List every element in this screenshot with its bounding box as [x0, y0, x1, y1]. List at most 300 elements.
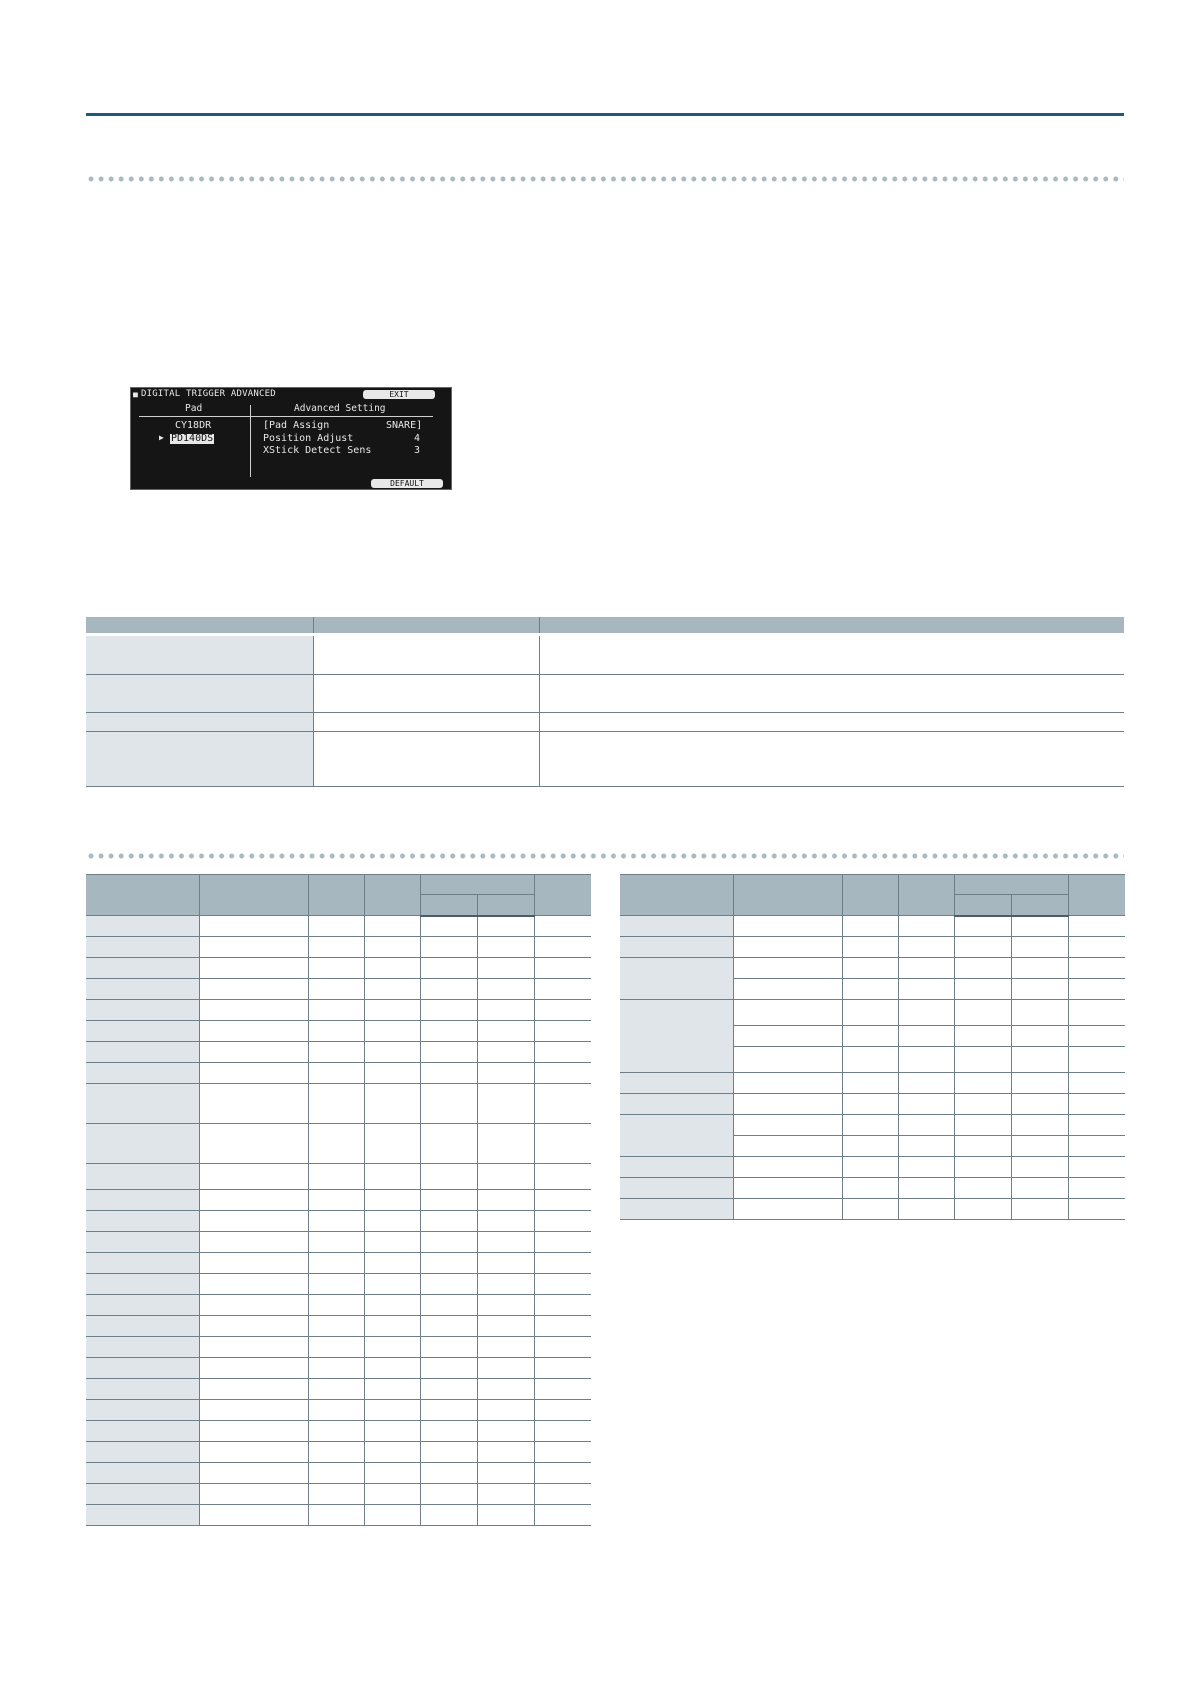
table-cell	[954, 1136, 1011, 1157]
table-cell	[364, 1295, 420, 1316]
row-header-cell	[620, 1115, 733, 1157]
lcd-setting-value[interactable]: SNARE]	[386, 420, 423, 431]
table-cell	[420, 1211, 477, 1232]
lcd-cursor-icon: ▶	[159, 433, 164, 442]
table-cell	[420, 1253, 477, 1274]
table-cell	[954, 1047, 1011, 1073]
table-cell	[1068, 937, 1125, 958]
table-cell	[477, 1042, 534, 1063]
row-header-cell	[620, 1157, 733, 1178]
table-cell	[308, 1000, 364, 1021]
table-cell	[420, 1063, 477, 1084]
table-row	[86, 1442, 591, 1463]
table-cell	[898, 916, 954, 937]
table-cell	[1068, 1026, 1125, 1047]
table-cell	[420, 1274, 477, 1295]
table-cell	[477, 1379, 534, 1400]
pad-table-left	[86, 874, 591, 1526]
table-cell	[199, 1211, 308, 1232]
default-button[interactable]: DEFAULT	[371, 479, 443, 488]
table-cell	[898, 1199, 954, 1220]
table-cell	[199, 1084, 308, 1124]
table-cell	[477, 1232, 534, 1253]
table-cell	[1068, 1000, 1125, 1026]
table-cell	[308, 1505, 364, 1526]
row-header-cell	[86, 1295, 199, 1316]
table-cell	[308, 916, 364, 937]
table-cell	[477, 1164, 534, 1190]
table-cell	[199, 1463, 308, 1484]
table-row	[86, 1042, 591, 1063]
table-cell	[364, 1084, 420, 1124]
table-cell	[842, 1178, 898, 1199]
table-row	[620, 958, 1125, 979]
table-cell	[534, 1358, 591, 1379]
table-cell	[477, 958, 534, 979]
table-cell	[477, 1021, 534, 1042]
table-cell	[954, 1115, 1011, 1136]
row-header-cell	[86, 1379, 199, 1400]
table-cell	[1011, 1094, 1068, 1115]
table-cell	[477, 1063, 534, 1084]
table-row	[86, 1379, 591, 1400]
table-cell	[898, 979, 954, 1000]
table-cell	[308, 1190, 364, 1211]
lcd-setting-label: XStick Detect Sens	[263, 445, 372, 456]
table-row	[86, 1000, 591, 1021]
table-row	[86, 1232, 591, 1253]
table-cell	[477, 1463, 534, 1484]
table-cell	[199, 1042, 308, 1063]
row-header-cell	[86, 1442, 199, 1463]
table-cell	[308, 1274, 364, 1295]
table-cell	[199, 1253, 308, 1274]
table-cell	[842, 958, 898, 979]
table-row	[86, 1063, 591, 1084]
table-cell	[420, 1316, 477, 1337]
table-cell	[420, 979, 477, 1000]
table-cell	[534, 1316, 591, 1337]
lcd-header-line	[139, 416, 433, 417]
table-cell	[199, 1358, 308, 1379]
table-cell	[954, 1178, 1011, 1199]
pad-table-right	[620, 874, 1125, 1220]
table-row	[86, 1463, 591, 1484]
table-cell	[733, 1199, 842, 1220]
table-cell	[420, 1463, 477, 1484]
row-header-cell	[86, 1000, 199, 1021]
lcd-col-pad: Pad	[185, 403, 203, 414]
table-cell	[308, 1042, 364, 1063]
table-cell	[364, 1358, 420, 1379]
row-header-cell	[86, 1211, 199, 1232]
table-row	[86, 1358, 591, 1379]
table-cell	[898, 1026, 954, 1047]
table-cell	[534, 1505, 591, 1526]
table-cell	[842, 1073, 898, 1094]
table-cell	[364, 1042, 420, 1063]
table-row	[86, 1505, 591, 1526]
table-cell	[308, 1253, 364, 1274]
table-cell	[477, 916, 534, 937]
table-cell	[420, 1505, 477, 1526]
row-header-cell	[86, 1164, 199, 1190]
table-row	[86, 1421, 591, 1442]
table-cell	[477, 1211, 534, 1232]
table-cell	[477, 1295, 534, 1316]
table-cell	[199, 1379, 308, 1400]
table-cell	[842, 937, 898, 958]
table-cell	[420, 1379, 477, 1400]
table-row	[620, 1199, 1125, 1220]
table-cell	[308, 1316, 364, 1337]
table-cell	[898, 937, 954, 958]
exit-button[interactable]: EXIT	[363, 390, 435, 399]
table-cell	[733, 958, 842, 979]
table-cell	[1011, 1073, 1068, 1094]
table-cell	[308, 1084, 364, 1124]
table-cell	[733, 1026, 842, 1047]
row-header-cell	[86, 916, 199, 937]
table-row	[86, 731, 1124, 786]
table-row	[86, 1253, 591, 1274]
table-row	[620, 1094, 1125, 1115]
table-cell	[420, 1164, 477, 1190]
table-row	[86, 1084, 591, 1124]
table-cell	[199, 1164, 308, 1190]
table-row	[86, 1124, 591, 1164]
table-cell	[898, 1073, 954, 1094]
table-cell	[420, 1421, 477, 1442]
table-cell	[477, 1253, 534, 1274]
table-row	[86, 1274, 591, 1295]
table-cell	[199, 1484, 308, 1505]
row-header-cell	[620, 1073, 733, 1094]
table-header-row	[620, 875, 1125, 895]
table-cell	[534, 1124, 591, 1164]
table-row	[86, 712, 1124, 731]
table-cell	[842, 1026, 898, 1047]
lcd-setting-label: Position Adjust	[263, 433, 354, 444]
table-cell	[534, 1063, 591, 1084]
table-cell	[364, 1164, 420, 1190]
table-cell	[364, 1253, 420, 1274]
table-cell	[733, 1115, 842, 1136]
table-cell	[534, 1379, 591, 1400]
table-cell	[954, 1073, 1011, 1094]
table-cell	[364, 1442, 420, 1463]
table-cell	[534, 1400, 591, 1421]
row-header-cell	[86, 1421, 199, 1442]
table-cell	[420, 1442, 477, 1463]
row-header-cell	[86, 1400, 199, 1421]
row-header-cell	[86, 1232, 199, 1253]
table-cell	[954, 1157, 1011, 1178]
table-cell	[1068, 1094, 1125, 1115]
table-cell	[898, 1178, 954, 1199]
table-cell	[534, 916, 591, 937]
table-cell	[1011, 1047, 1068, 1073]
table-cell	[477, 1484, 534, 1505]
table-cell	[420, 1124, 477, 1164]
table-cell	[420, 1484, 477, 1505]
table-row	[86, 1211, 591, 1232]
table-cell	[308, 1021, 364, 1042]
row-header-cell	[86, 1084, 199, 1124]
table-cell	[308, 1358, 364, 1379]
table-cell	[898, 1157, 954, 1178]
table-cell	[364, 937, 420, 958]
table-cell	[477, 1505, 534, 1526]
table-cell	[477, 1124, 534, 1164]
table-cell	[534, 1337, 591, 1358]
table-cell	[308, 937, 364, 958]
table-row	[86, 636, 1124, 674]
table-cell	[1011, 958, 1068, 979]
table-cell	[199, 1421, 308, 1442]
table-cell	[420, 1021, 477, 1042]
table-cell	[842, 1136, 898, 1157]
table-cell	[364, 1505, 420, 1526]
table-cell	[477, 1442, 534, 1463]
row-header-cell	[620, 937, 733, 958]
table-cell	[898, 1000, 954, 1026]
table-cell	[420, 1337, 477, 1358]
table-cell	[534, 1232, 591, 1253]
table-cell	[954, 1199, 1011, 1220]
row-header-cell	[86, 1021, 199, 1042]
row-header-cell	[86, 1505, 199, 1526]
table-cell	[477, 979, 534, 1000]
table-cell	[1068, 1136, 1125, 1157]
table-cell	[364, 979, 420, 1000]
table-cell	[420, 1400, 477, 1421]
table-cell	[199, 1442, 308, 1463]
table-cell	[954, 937, 1011, 958]
row-header-cell	[620, 1094, 733, 1115]
table-cell	[199, 1505, 308, 1526]
table-cell	[534, 1484, 591, 1505]
table-cell	[1011, 1136, 1068, 1157]
row-header-cell	[620, 916, 733, 937]
row-header-cell	[86, 1190, 199, 1211]
table-cell	[842, 1115, 898, 1136]
table-cell	[477, 1358, 534, 1379]
table-cell	[534, 1084, 591, 1124]
table-cell	[1068, 958, 1125, 979]
table-cell	[534, 1190, 591, 1211]
table-cell	[199, 1063, 308, 1084]
table-cell	[199, 1400, 308, 1421]
table-cell	[364, 1063, 420, 1084]
parameter-table	[86, 617, 1124, 787]
table-cell	[954, 979, 1011, 1000]
lcd-setting-label: [Pad Assign	[263, 420, 330, 431]
table-cell	[842, 1047, 898, 1073]
table-header-row	[86, 875, 591, 895]
table-cell	[308, 1232, 364, 1253]
table-cell	[1068, 1047, 1125, 1073]
table-cell	[534, 979, 591, 1000]
table-cell	[1011, 1199, 1068, 1220]
table-cell	[199, 1232, 308, 1253]
table-cell	[364, 1400, 420, 1421]
lcd-setting-value[interactable]: 3	[414, 445, 421, 456]
table-cell	[898, 1047, 954, 1073]
table-cell	[534, 1253, 591, 1274]
table-cell	[733, 979, 842, 1000]
table-cell	[534, 1442, 591, 1463]
lcd-col-advanced: Advanced Setting	[294, 403, 386, 414]
table-cell	[364, 916, 420, 937]
table-cell	[534, 1000, 591, 1021]
table-cell	[420, 937, 477, 958]
table-cell	[842, 979, 898, 1000]
table-cell	[364, 958, 420, 979]
table-cell	[364, 1484, 420, 1505]
table-cell	[420, 1000, 477, 1021]
table-cell	[364, 1274, 420, 1295]
section-divider-2	[86, 853, 1124, 859]
table-cell	[534, 1042, 591, 1063]
table-cell	[1068, 979, 1125, 1000]
table-cell	[534, 1274, 591, 1295]
table-cell	[534, 1295, 591, 1316]
table-cell	[477, 1274, 534, 1295]
row-header-cell	[86, 1124, 199, 1164]
table-row	[86, 1337, 591, 1358]
table-cell	[477, 937, 534, 958]
lcd-divider	[250, 405, 251, 477]
table-cell	[364, 1232, 420, 1253]
row-header-cell	[86, 958, 199, 979]
table-cell	[534, 1421, 591, 1442]
row-header-cell	[86, 1253, 199, 1274]
table-cell	[733, 1178, 842, 1199]
table-cell	[364, 1211, 420, 1232]
table-cell	[477, 1000, 534, 1021]
table-cell	[534, 1463, 591, 1484]
table-cell	[308, 1164, 364, 1190]
table-row	[86, 1190, 591, 1211]
table-cell	[364, 1463, 420, 1484]
table-cell	[308, 1337, 364, 1358]
table-row	[620, 916, 1125, 937]
table-cell	[1011, 1026, 1068, 1047]
table-cell	[842, 1199, 898, 1220]
table-cell	[842, 1000, 898, 1026]
table-cell	[898, 1136, 954, 1157]
table-cell	[199, 1021, 308, 1042]
table-cell	[308, 979, 364, 1000]
table-cell	[1068, 1073, 1125, 1094]
table-cell	[733, 1157, 842, 1178]
lcd-title: DIGITAL TRIGGER ADVANCED	[141, 389, 276, 399]
row-header-cell	[86, 979, 199, 1000]
row-header-cell	[620, 958, 733, 1000]
section-divider-1	[86, 176, 1124, 182]
table-row	[86, 1316, 591, 1337]
table-cell	[364, 1337, 420, 1358]
row-header-cell	[86, 1316, 199, 1337]
table-cell	[364, 1379, 420, 1400]
table-cell	[364, 1421, 420, 1442]
table-row	[620, 937, 1125, 958]
table-cell	[534, 1021, 591, 1042]
table-cell	[420, 916, 477, 937]
lcd-mark-icon: ■	[133, 390, 138, 399]
table-cell	[364, 1124, 420, 1164]
table-cell	[308, 958, 364, 979]
table-cell	[308, 1484, 364, 1505]
table-cell	[1011, 937, 1068, 958]
table-cell	[308, 1463, 364, 1484]
table-cell	[733, 1000, 842, 1026]
row-header-cell	[86, 1463, 199, 1484]
table-cell	[364, 1021, 420, 1042]
table-cell	[199, 1274, 308, 1295]
table-header-row	[86, 617, 1124, 633]
table-cell	[199, 937, 308, 958]
table-cell	[1068, 1199, 1125, 1220]
table-cell	[534, 958, 591, 979]
table-cell	[364, 1316, 420, 1337]
lcd-setting-value[interactable]: 4	[414, 433, 421, 444]
table-cell	[954, 916, 1011, 937]
table-cell	[420, 958, 477, 979]
table-cell	[199, 1337, 308, 1358]
table-cell	[898, 958, 954, 979]
table-cell	[420, 1295, 477, 1316]
lcd-pad-item-selected[interactable]: PD140DS	[171, 433, 214, 444]
table-cell	[534, 937, 591, 958]
table-cell	[898, 1115, 954, 1136]
table-cell	[1011, 1000, 1068, 1026]
table-cell	[477, 1337, 534, 1358]
table-cell	[308, 1379, 364, 1400]
table-cell	[733, 1073, 842, 1094]
table-cell	[842, 1094, 898, 1115]
table-row	[620, 1157, 1125, 1178]
table-cell	[477, 1400, 534, 1421]
row-header-cell	[620, 1178, 733, 1199]
table-row	[86, 1484, 591, 1505]
lcd-pad-item[interactable]: CY18DR	[175, 420, 212, 431]
table-cell	[1011, 916, 1068, 937]
table-cell	[199, 1295, 308, 1316]
table-cell	[1011, 1157, 1068, 1178]
table-cell	[1068, 916, 1125, 937]
table-cell	[954, 1026, 1011, 1047]
table-row	[620, 1073, 1125, 1094]
table-cell	[842, 1157, 898, 1178]
row-header-cell	[620, 1000, 733, 1073]
table-row	[86, 1295, 591, 1316]
table-cell	[308, 1124, 364, 1164]
table-row	[86, 979, 591, 1000]
table-cell	[477, 1190, 534, 1211]
table-cell	[420, 1042, 477, 1063]
row-header-cell	[86, 937, 199, 958]
table-cell	[308, 1421, 364, 1442]
table-cell	[199, 979, 308, 1000]
table-cell	[420, 1232, 477, 1253]
table-cell	[954, 1000, 1011, 1026]
table-cell	[199, 1190, 308, 1211]
table-cell	[534, 1211, 591, 1232]
top-rule	[86, 113, 1124, 116]
table-cell	[477, 1316, 534, 1337]
